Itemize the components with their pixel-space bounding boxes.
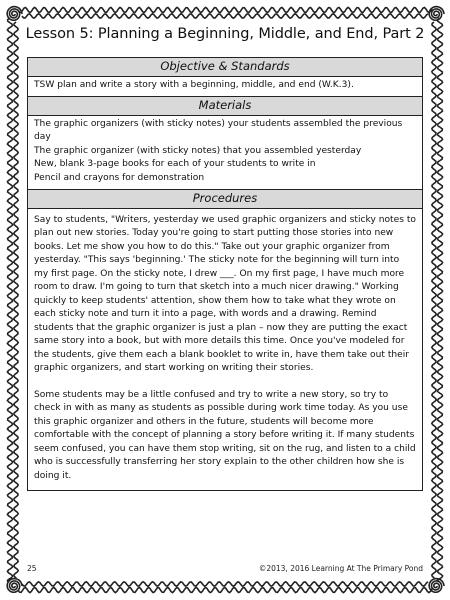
- border-left-wave: [7, 18, 12, 582]
- border-left-wave-inner: [14, 22, 18, 578]
- objective-heading: Objective & Standards: [28, 58, 422, 77]
- border-top-wave-inner: [22, 14, 428, 18]
- materials-body: [28, 116, 422, 190]
- corner-spiral-top-right: [429, 7, 444, 21]
- corner-spiral-bottom-left: [7, 579, 22, 593]
- procedures-heading: Procedures: [28, 190, 422, 209]
- materials-item: New, blank 3-page books for each of your students to write in: [34, 159, 316, 170]
- procedures-paragraph: Say to students, "Writers, yesterday we used graphic organizers and sticky notes to plan out new stories. Today you're going to start putting those stories into new books. Let me show you how to do this." Take out your graphic organizer from yesterday. "This says 'beginning.' The sticky note for the beginning will turn into my first page. On the sticky note, I drew ___. On my first page, I have much more room to draw. I'm going to turn that sketch into a much nicer drawing." Working quickly to keep students' attention, show them how to take what they wrote on each sticky note and turn it into a page, with words and a drawing. Remind students that the graphic organizer is just a plan – now they are putting the exact same story into a book, but with more details this time. Once you've modeled for the students, give them each a blank booklet to write in, have them take out their graphic organizers, and start working on writing their stories.: [34, 214, 416, 374]
- procedures-paragraph: Some students may be a little confused and try to write a new story, so try to check in with as many as students as possible during work time today. As you use this graphic organizer and others in the future, students will become more comfortable with the concept of planning a story before writing it. If many students seem confused, you can have them stop writing, sit on the rug, and listen to a child who is successfully transferring her story explain to the other children how she is doing it.: [34, 389, 416, 481]
- page-title: Lesson 5: Planning a Beginning, Middle, and End, Part 2: [25, 26, 425, 42]
- corner-spiral-bottom-right: [429, 579, 444, 593]
- procedures-body: [28, 209, 422, 491]
- lesson-table: [27, 57, 423, 491]
- border-right-wave: [437, 18, 442, 582]
- materials-heading: Materials: [28, 97, 422, 116]
- corner-spiral-top-left: [7, 7, 22, 21]
- materials-item: The graphic organizers (with sticky notes) your students assembled the previous day: [34, 118, 403, 143]
- border-top-wave: [18, 7, 432, 12]
- border-bottom-wave-inner: [22, 582, 428, 586]
- materials-item: Pencil and crayons for demonstration: [34, 172, 205, 183]
- page-number: 25: [27, 564, 37, 573]
- copyright-notice: ©2013, 2016 Learning At The Primary Pond: [258, 564, 423, 573]
- materials-item: The graphic organizer (with sticky notes) that you assembled yesterday: [34, 145, 362, 156]
- border-bottom-wave: [18, 587, 432, 592]
- border-right-wave-inner: [432, 22, 436, 578]
- objective-text: TSW plan and write a story with a beginning, middle, and end (W.K.3).: [34, 80, 354, 90]
- objective-body: [28, 77, 422, 97]
